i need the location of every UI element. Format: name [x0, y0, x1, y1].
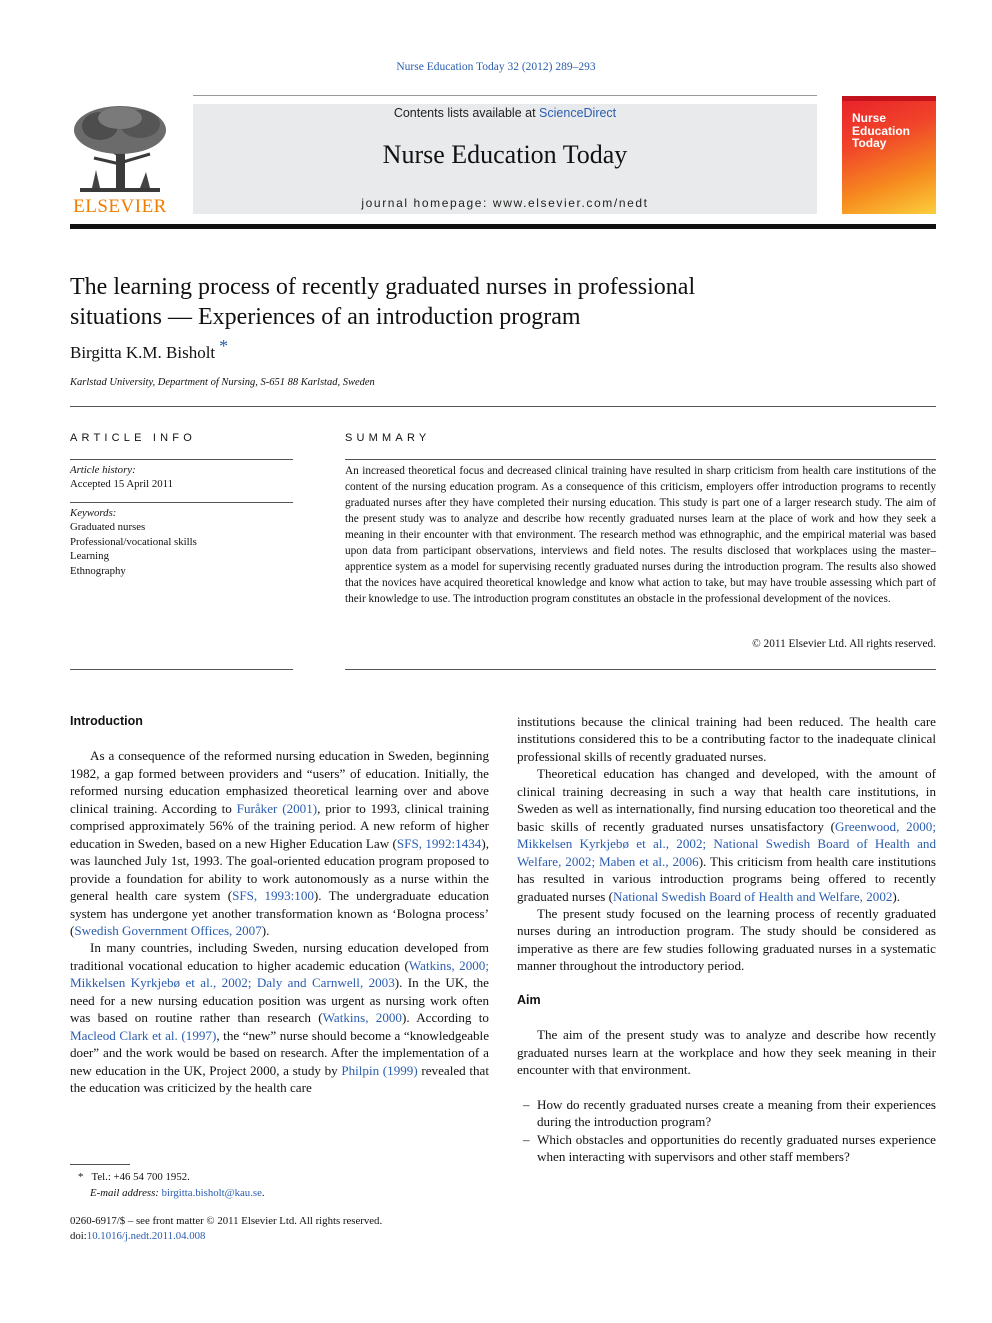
cover-top-bar	[842, 96, 936, 101]
title-divider	[70, 406, 936, 407]
doi-link[interactable]: 10.1016/j.nedt.2011.04.008	[86, 1230, 206, 1242]
citation-link[interactable]: Swedish Government Offices, 2007	[74, 922, 262, 938]
citation-link[interactable]: Philpin (1999)	[341, 1062, 418, 1078]
aim-paragraph: The aim of the present study was to analyze and describe how recently graduated nurses learn at the workplace and how they seek meaning in their encounter with that environment.	[517, 1027, 936, 1078]
article-history	[70, 463, 173, 492]
elsevier-wordmark: ELSEVIER	[73, 196, 167, 217]
journal-cover-image	[842, 96, 936, 214]
article-info-heading: ARTICLE INFO	[70, 432, 196, 444]
citation-link[interactable]: Watkins, 2000; Mikkelsen Kyrkjebø et al., 2002; Daly and Carnwell, 2003	[70, 957, 489, 991]
header-divider	[70, 224, 936, 229]
banner-top-rule	[193, 95, 817, 96]
footnote-rule	[70, 1164, 130, 1165]
body-right-column	[517, 713, 936, 1165]
intro-paragraph-2: In many countries, including Sweden, nursing education developed from traditional vocational education to higher academic education (Watkins, 2000; Mikkelsen Kyrkjebø et al., 2002; Daly and Carnwell, 2003). In the UK, the need for a new nursing education position was urgent as nursing work often was based on routine rather than research (Watkins, 2000). According to Macleod Clark et al. (1997), the “new” nurse should become a “knowledgeable doer” and the work would be based on research. After the implementation of a new education in the UK, Project 2000, a study by Philpin (1999) revealed that the education was criticized by the health care	[70, 940, 490, 1096]
history-rule	[70, 502, 293, 503]
author-name: Birgitta K.M. Bisholt	[70, 343, 216, 362]
affiliation: Karlstad University, Department of Nursing, S-651 88 Karlstad, Sweden	[70, 377, 375, 388]
cover-title-line: Today	[852, 136, 887, 150]
article-info-rule	[70, 459, 293, 460]
summary-heading: SUMMARY	[345, 432, 431, 444]
email-label: E-mail address:	[90, 1186, 159, 1199]
issn-line: 0260-6917/$ – see front matter © 2011 Elsevier Ltd. All rights reserved.	[70, 1215, 383, 1227]
contents-prefix: Contents lists available at	[393, 106, 536, 120]
article-title	[70, 272, 830, 332]
keyword: Ethnography	[70, 564, 126, 577]
keywords-block	[70, 506, 197, 578]
summary-text: An increased theoretical focus and decreased clinical training have resulted in sharp criticism from health care institutions of the content of the nursing education program. As a consequence of this criticism, employers offer introduction programs to recently graduated nurses after they have completed their nursing education. This study is part one of a larger research study. The aim of the present study was to analyze and describe how recently graduated nurses learn at the place of work and how they seek a meaning in their encounter with that environment. The research method was ethnographic, and the empirical material was based upon data from participant observations, interviews and field notes. The results disclosed that workplaces using the master–apprentice system as a model for supervising recently graduated nurses during the introduction program. The results also showed that the novices have acquired theoretical knowledge and know what action to take, but may have trouble assessing which part of their knowledge to use. The introduction program constitutes an obstacle in the professional development of the novices.	[345, 465, 936, 605]
author-footnote-mark[interactable]: *	[219, 336, 229, 356]
list-item	[517, 1096, 936, 1131]
cover-title-line: Education	[852, 123, 911, 138]
citation-link[interactable]: Macleod Clark et al. (1997)	[70, 1027, 217, 1043]
title-line: situations — Experiences of an introduction program	[70, 304, 581, 330]
article-info-bottom-rule	[70, 669, 293, 670]
cover-title-line: Nurse	[852, 111, 887, 125]
list-item	[517, 1131, 936, 1166]
citation-link[interactable]: SFS, 1993:100	[232, 888, 314, 904]
page-footer	[70, 1214, 382, 1244]
citation-link[interactable]: Furåker (2001)	[236, 800, 318, 816]
citation-link[interactable]: Greenwood, 2000; Mikkelsen Kyrkjebø et al., 2002; National Swedish Board of Health and Welfare, 2002; Maben et al., 2006	[517, 818, 936, 869]
tree-icon	[70, 104, 170, 196]
intro-paragraph-3: Theoretical education has changed and developed, with the amount of clinical training decreasing in such a way that health care institutions, in Sweden as well as internationally, find nursing education too theoretical and the basic skills of recently graduated nurses unsatisfactory (Greenwood, 2000; Mikkelsen Kyrkjebø et al., 2002; National Swedish Board of Health and Welfare, 2002; Maben et al., 2006). This criticism from health care institutions has resulted in various introduction programs being offered to recently graduated nurses (National Swedish Board of Health and Welfare, 2002).	[517, 766, 937, 904]
keywords-label: Keywords:	[70, 507, 117, 519]
citation-link[interactable]: National Swedish Board of Health and Welfare, 2002	[613, 888, 893, 904]
question-text: Which obstacles and opportunities do recently graduated nurses experience when interacting with supervisors and other staff members?	[537, 1131, 936, 1164]
summary-bottom-rule	[345, 669, 936, 670]
sciencedirect-link[interactable]: ScienceDirect	[539, 106, 617, 120]
keyword: Professional/vocational skills	[70, 535, 197, 548]
intro-paragraph-1: As a consequence of the reformed nursing education in Sweden, beginning 1982, a gap formed between providers and “users” of education. Initially, the reformed nursing education emphasized theoretical learning over and above clinical training. According to Furåker (2001), prior to 1993, clinical training comprised approximately 56% of the training period. A new reform of higher education in Sweden, based on a new Higher Education Law (SFS, 1992:1434), was launched July 1st, 1993. The goal-oriented education program proposed to provide a foundation for ability to work autonomously as a nurse within the general health care system (SFS, 1993:100). The undergraduate education system has undergone yet another transformation known as ‘Bologna process’ (Swedish Government Offices, 2007).	[70, 748, 490, 938]
intro-paragraph-4: The present study focused on the learning process of recently graduated nurses during an introduction program. The study should be considered as imperative as there are few studies following graduated nurses in a systematic manner throughout the introductory period.	[517, 905, 936, 974]
doi-line: doi:10.1016/j.nedt.2011.04.008	[70, 1230, 206, 1242]
citation-link[interactable]: Watkins, 2000	[322, 1010, 402, 1026]
summary-copyright: © 2011 Elsevier Ltd. All rights reserved.	[752, 638, 936, 650]
footnote-tel: Tel.: +46 54 700 1952.	[91, 1171, 190, 1183]
author-line	[70, 336, 229, 363]
body-left-column	[70, 713, 489, 1097]
contents-line	[193, 106, 817, 120]
footnote-mark: *	[78, 1171, 84, 1183]
accepted-date: Accepted 15 April 2011	[70, 478, 174, 491]
introduction-heading: Introduction	[70, 714, 143, 728]
keyword: Learning	[70, 550, 109, 563]
journal-homepage[interactable]: journal homepage: www.elsevier.com/nedt	[361, 196, 649, 210]
aim-heading: Aim	[517, 992, 541, 1007]
dash-bullet: –	[523, 1096, 530, 1112]
journal-citation[interactable]: Nurse Education Today 32 (2012) 289–293	[396, 61, 596, 73]
author-footnote: * Tel.: +46 54 700 1952. E-mail address: birgitta.bisholt@kau.se.	[78, 1171, 265, 1199]
cover-title	[852, 112, 910, 150]
title-line: The learning process of recently graduated nurses in professional	[70, 274, 696, 300]
history-label: Article history:	[70, 464, 136, 476]
keyword: Graduated nurses	[70, 521, 146, 534]
summary-rule	[345, 459, 936, 460]
research-questions	[517, 1096, 936, 1166]
elsevier-logo	[70, 104, 170, 216]
author-email-link[interactable]: birgitta.bisholt@kau.se	[161, 1186, 262, 1199]
journal-banner	[193, 104, 817, 214]
intro-paragraph-continued: institutions because the clinical training had been reduced. The health care institutions considered this to be a contributing factor to the inadequate clinical professional skills of recently graduated nurses.	[517, 714, 936, 764]
citation-link[interactable]: SFS, 1992:1434	[396, 835, 482, 851]
journal-title: Nurse Education Today	[382, 140, 628, 169]
question-text: How do recently graduated nurses create a meaning from their experiences during the introduction program?	[537, 1096, 936, 1130]
dash-bullet: –	[523, 1131, 530, 1147]
